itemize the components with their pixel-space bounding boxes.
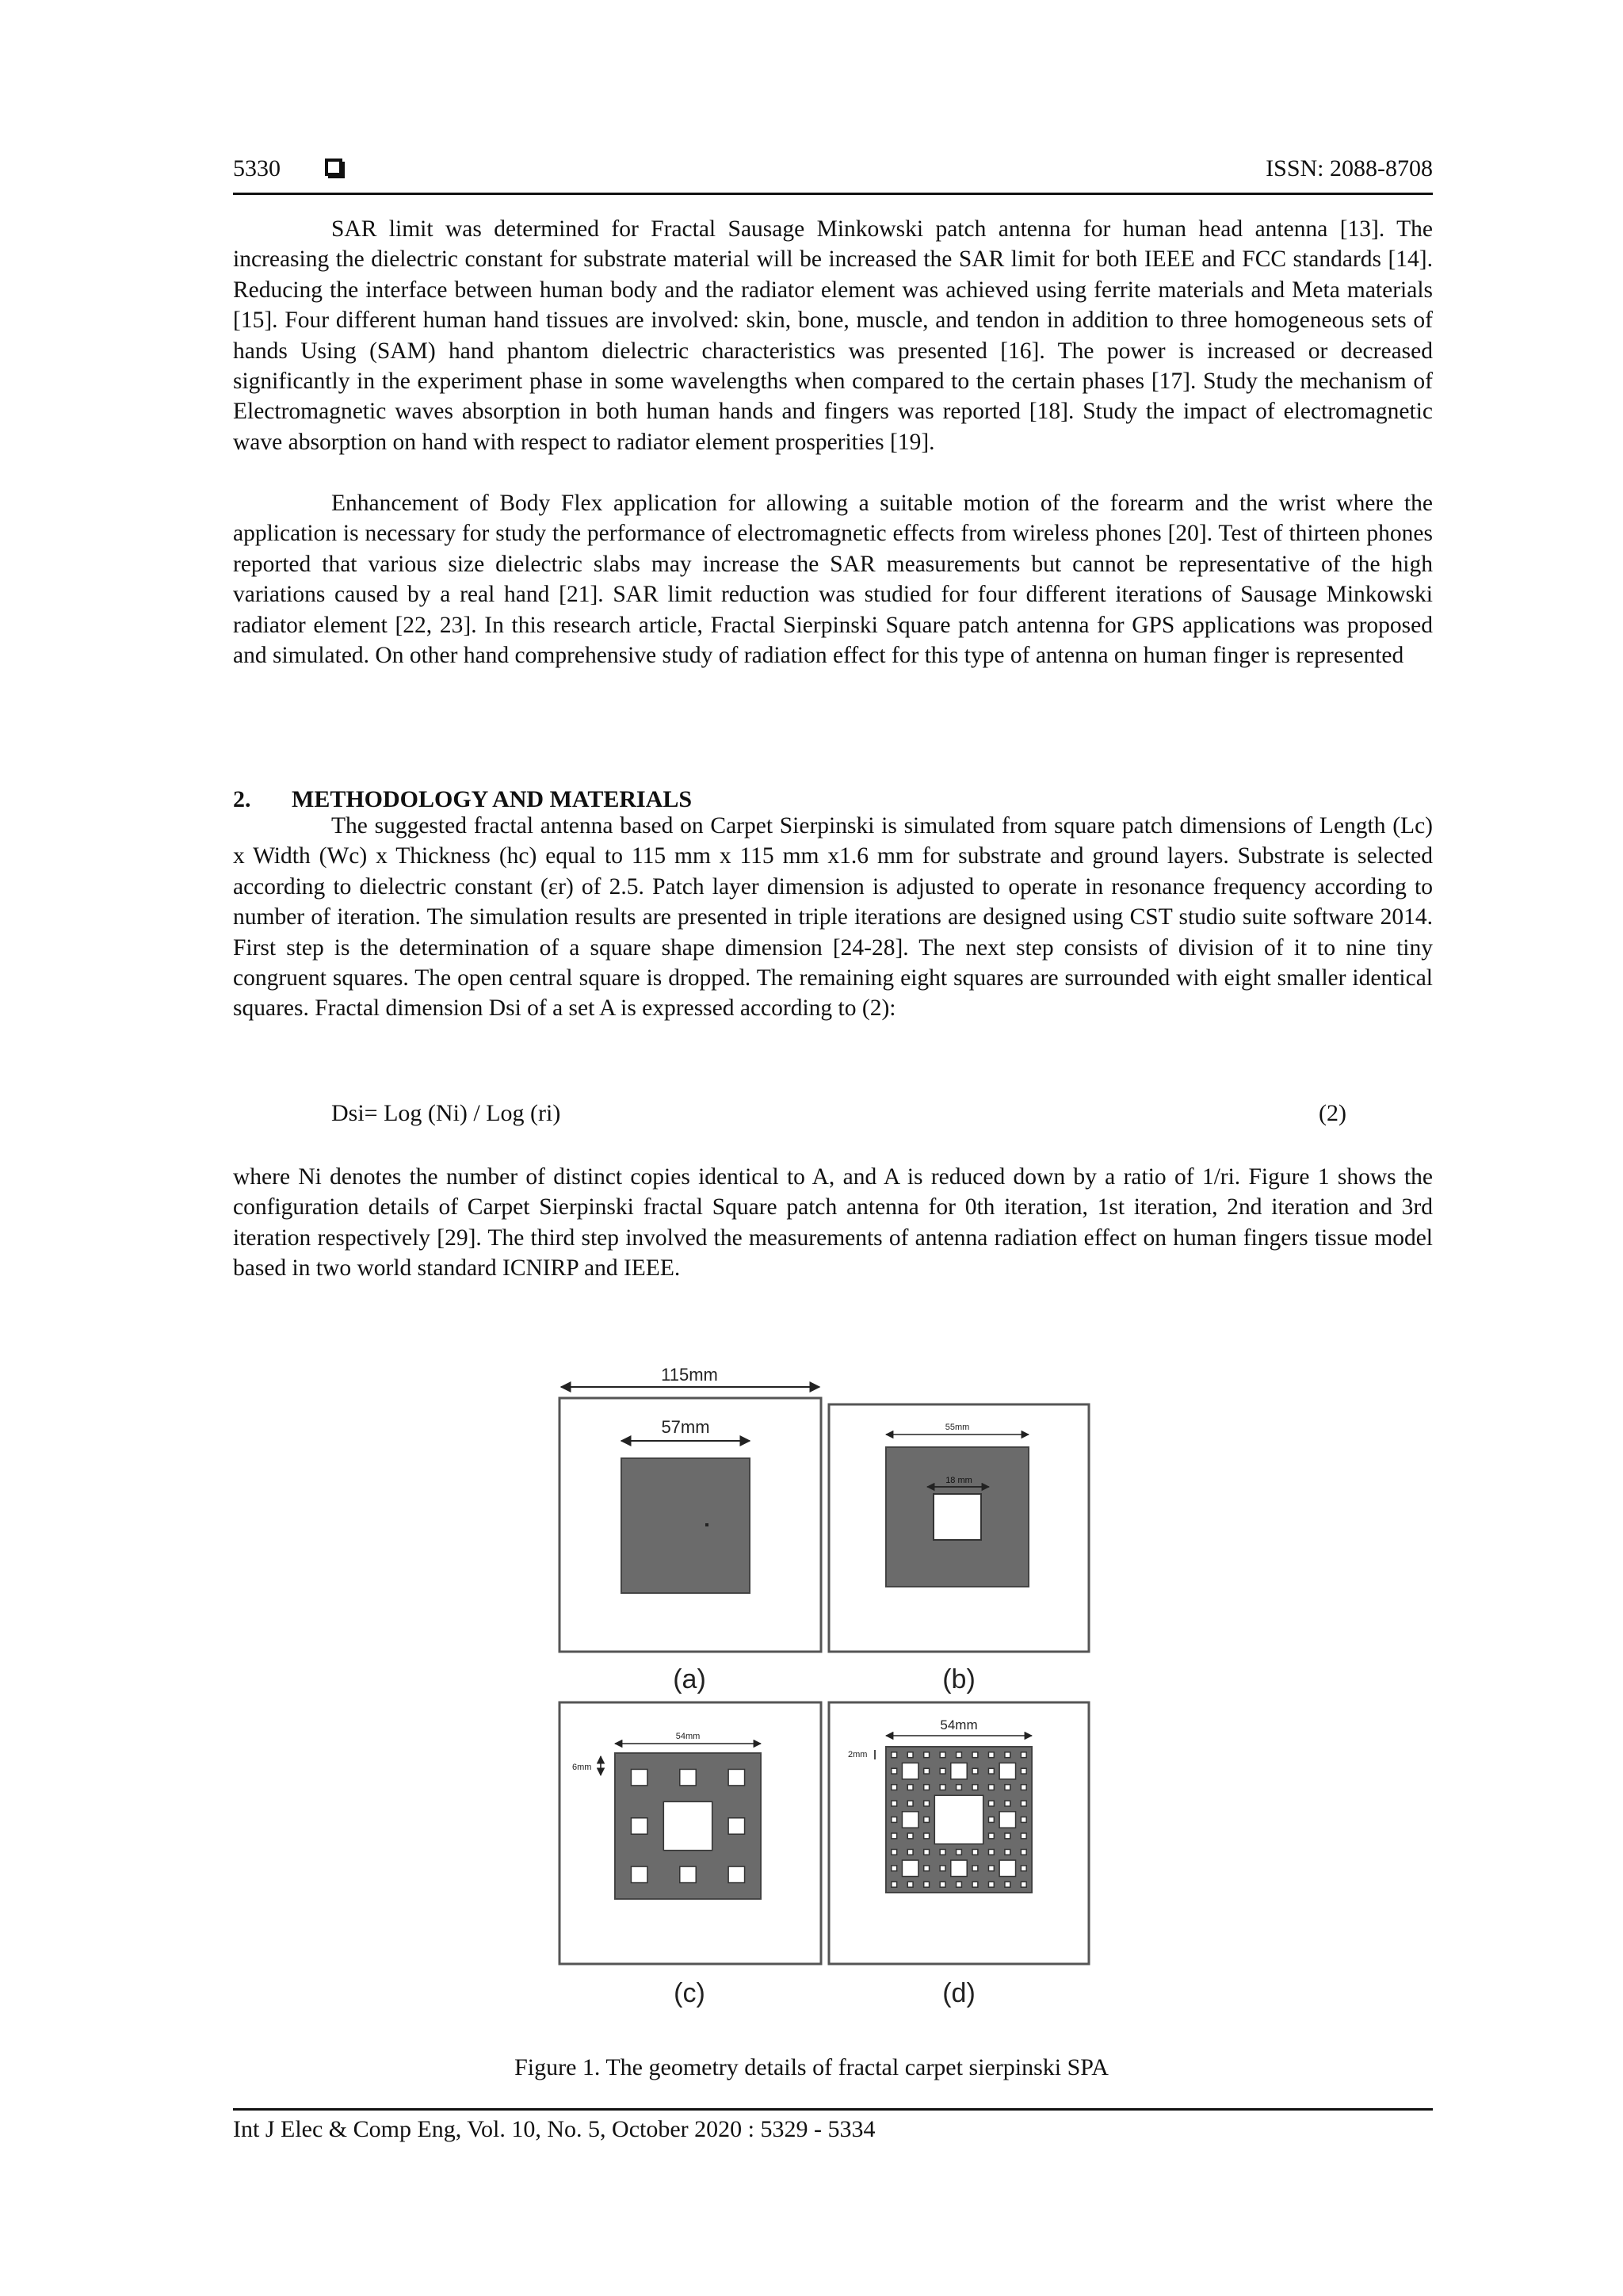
carpet-hole — [924, 1768, 930, 1774]
square-bullet-icon — [325, 159, 342, 176]
carpet-hole — [951, 1763, 967, 1778]
carpet-hole — [940, 1866, 945, 1871]
carpet-hole — [988, 1849, 994, 1855]
carpet-hole — [1021, 1849, 1026, 1855]
carpet-hole — [1021, 1801, 1026, 1806]
panel-b-patch-dim: 55mm — [945, 1423, 970, 1432]
page-header — [233, 155, 1433, 192]
carpet-hole — [988, 1833, 994, 1839]
carpet-hole — [988, 1752, 994, 1758]
carpet-hole — [1005, 1833, 1010, 1839]
carpet-hole — [631, 1769, 647, 1785]
panel-b — [829, 1404, 1089, 1694]
carpet-hole — [907, 1752, 913, 1758]
page-number: 5330 — [233, 155, 281, 181]
footer-citation: Int J Elec & Comp Eng, Vol. 10, No. 5, October 2020 : 5329 - 5334 — [233, 2116, 876, 2142]
panel-a — [559, 1365, 821, 1694]
carpet-hole — [1005, 1752, 1010, 1758]
carpet-hole — [972, 1785, 978, 1790]
carpet-hole — [988, 1768, 994, 1774]
panel-c-patch-dim: 54mm — [675, 1732, 701, 1741]
carpet-hole — [1021, 1881, 1026, 1887]
carpet-hole — [631, 1818, 647, 1834]
section-title: METHODOLOGY AND MATERIALS — [292, 786, 693, 812]
carpet-hole — [924, 1817, 930, 1823]
carpet-hole — [924, 1801, 930, 1806]
carpet-hole — [902, 1860, 918, 1876]
carpet-hole — [892, 1801, 897, 1806]
carpet-hole — [680, 1769, 696, 1785]
figure-1-svg — [555, 1347, 1094, 2021]
carpet-hole — [972, 1768, 978, 1774]
carpet-hole — [907, 1785, 913, 1790]
carpet-hole — [988, 1801, 994, 1806]
panel-d-holes — [892, 1752, 1026, 1887]
carpet-hole — [999, 1763, 1015, 1778]
carpet-hole — [940, 1752, 945, 1758]
carpet-hole — [972, 1866, 978, 1871]
carpet-hole — [892, 1817, 897, 1823]
section-number: 2. — [233, 786, 251, 812]
carpet-hole — [988, 1881, 994, 1887]
carpet-hole — [907, 1801, 913, 1806]
panel-d-label: (d) — [942, 1978, 976, 2008]
carpet-hole — [924, 1833, 930, 1839]
carpet-hole — [892, 1785, 897, 1790]
panel-a-outer-dim: 115mm — [661, 1365, 718, 1385]
panel-d-hole-dim: 2mm — [848, 1750, 868, 1759]
carpet-hole — [924, 1881, 930, 1887]
carpet-hole — [902, 1763, 918, 1778]
carpet-hole — [1021, 1785, 1026, 1790]
panel-d — [829, 1702, 1089, 2008]
carpet-hole — [1005, 1785, 1010, 1790]
panel-c-label: (c) — [674, 1978, 705, 2008]
body-paragraph-2: Enhancement of Body Flex application for allowing a suitable motion of the forearm and the wrist where the application is necessary for study the performance of electromagnetic effects from wireless phones [20]. Test of thirteen phones reported that various size dielectric slabs may increase the SAR measurements but cannot be representative of the high variations caused by a real hand [21]. SAR limit reduction was studied for four different iterations of Sausage Minkowski radiator element [22, 23]. In this research article, Fractal Sierpinski Square patch antenna for GPS applications was proposed and simulated. On other hand comprehensive study of radiation effect for this type of antenna on human finger is represented — [233, 491, 1433, 669]
panel-a-patch — [621, 1458, 750, 1593]
carpet-hole — [663, 1801, 712, 1850]
carpet-hole — [957, 1881, 962, 1887]
carpet-hole — [988, 1817, 994, 1823]
equation: Dsi= Log (Ni) / Log (ri) — [331, 1100, 561, 1126]
figure-1 — [555, 1347, 1094, 2021]
carpet-hole — [1021, 1817, 1026, 1823]
carpet-hole — [957, 1752, 962, 1758]
carpet-hole — [924, 1752, 930, 1758]
carpet-hole — [728, 1769, 744, 1785]
carpet-hole — [988, 1785, 994, 1790]
carpet-hole — [892, 1881, 897, 1887]
carpet-hole — [892, 1768, 897, 1774]
panel-b-hole-dim: 18 mm — [945, 1476, 972, 1485]
carpet-hole — [907, 1881, 913, 1887]
carpet-hole — [940, 1849, 945, 1855]
carpet-hole — [972, 1849, 978, 1855]
carpet-hole — [940, 1881, 945, 1887]
carpet-hole — [728, 1866, 744, 1882]
section-heading — [233, 786, 692, 813]
equation-number: (2) — [1319, 1100, 1346, 1126]
carpet-hole — [892, 1752, 897, 1758]
carpet-hole — [924, 1785, 930, 1790]
panel-d-patch-dim: 54mm — [940, 1717, 978, 1733]
panel-a-label: (a) — [673, 1664, 706, 1694]
carpet-hole — [999, 1812, 1015, 1828]
carpet-hole — [934, 1795, 983, 1843]
carpet-hole — [892, 1833, 897, 1839]
panel-a-feed-point — [705, 1523, 708, 1526]
carpet-hole — [940, 1785, 945, 1790]
panel-a-patch-dim: 57mm — [661, 1417, 710, 1437]
panel-b-center-hole — [934, 1494, 981, 1540]
panel-c — [559, 1702, 821, 2008]
carpet-hole — [957, 1849, 962, 1855]
carpet-hole — [957, 1785, 962, 1790]
carpet-hole — [1021, 1768, 1026, 1774]
header-rule — [233, 193, 1433, 195]
panel-b-label: (b) — [942, 1664, 976, 1694]
carpet-hole — [902, 1812, 918, 1828]
carpet-hole — [972, 1881, 978, 1887]
carpet-hole — [940, 1768, 945, 1774]
carpet-hole — [728, 1818, 744, 1834]
carpet-hole — [924, 1866, 930, 1871]
carpet-hole — [999, 1860, 1015, 1876]
carpet-hole — [892, 1849, 897, 1855]
panel-c-hole-dim: 6mm — [572, 1763, 592, 1772]
carpet-hole — [951, 1860, 967, 1876]
carpet-hole — [1005, 1881, 1010, 1887]
figure-caption: Figure 1. The geometry details of fractal carpet sierpinski SPA — [514, 2054, 1109, 2080]
carpet-hole — [1005, 1801, 1010, 1806]
carpet-hole — [1005, 1849, 1010, 1855]
carpet-hole — [1021, 1866, 1026, 1871]
carpet-hole — [1021, 1752, 1026, 1758]
carpet-hole — [631, 1866, 647, 1882]
carpet-hole — [680, 1866, 696, 1882]
carpet-hole — [972, 1752, 978, 1758]
carpet-hole — [892, 1866, 897, 1871]
carpet-hole — [907, 1833, 913, 1839]
footer-rule — [233, 2108, 1433, 2111]
after-equation-paragraph: where Ni denotes the number of distinct copies identical to A, and A is reduced down by a ratio of 1/ri. Figure 1 shows the configuration details of Carpet Sierpinski fractal Square patch antenna for 0th iteration, 1st iteration, 2nd iteration and 3rd iteration respectively [29]. The third step involved the measurements of antenna radiation effect on human fingers tissue model based in two world standard ICNIRP and IEEE. — [233, 1164, 1433, 1282]
body-paragraph-1: SAR limit was determined for Fractal Sausage Minkowski patch antenna for human head antenna [13]. The increasing the dielectric constant for substrate material will be increased the SAR limit for both IEEE and FCC standards [14]. Reducing the interface between human body and the radiator element was achieved using ferrite materials and Meta materials [15]. Four different human hand tissues are involved: skin, bone, muscle, and tendon in addition to three homogeneous sets of hands Using (SAM) hand phantom dielectric characteristics was presented [16]. The power is increased or decreased significantly in the experiment phase in some wavelengths when compared to the certain phases [17]. Study the mechanism of Electromagnetic waves absorption in both human hands and fingers was reported [18]. Study the impact of electromagnetic wave absorption on hand with respect to radiator element prosperities [19]. — [233, 216, 1433, 455]
section-paragraph: The suggested fractal antenna based on Carpet Sierpinski is simulated from square patch dimensions of Length (Lc) x Width (Wc) x Thickness (hc) equal to 115 mm x 115 mm x1.6 mm for substrate and ground layers. Substrate is selected according to dielectric constant (εr) of 2.5. Patch layer dimension is adjusted to operate in resonance frequency according to number of iteration. The simulation results are presented in triple iterations are designed using CST studio suite software 2014. First step is the determination of a square shape dimension [24-28]. The next step consists of division of it to nine tiny congruent squares. The open central square is dropped. The remaining eight squares are surrounded with eight smaller identical squares. Fractal dimension Dsi of a set A is expressed according to (2): — [233, 813, 1433, 1022]
carpet-hole — [1021, 1833, 1026, 1839]
carpet-hole — [907, 1849, 913, 1855]
issn-label: ISSN: 2088-8708 — [1266, 155, 1433, 181]
carpet-hole — [924, 1849, 930, 1855]
carpet-hole — [988, 1866, 994, 1871]
